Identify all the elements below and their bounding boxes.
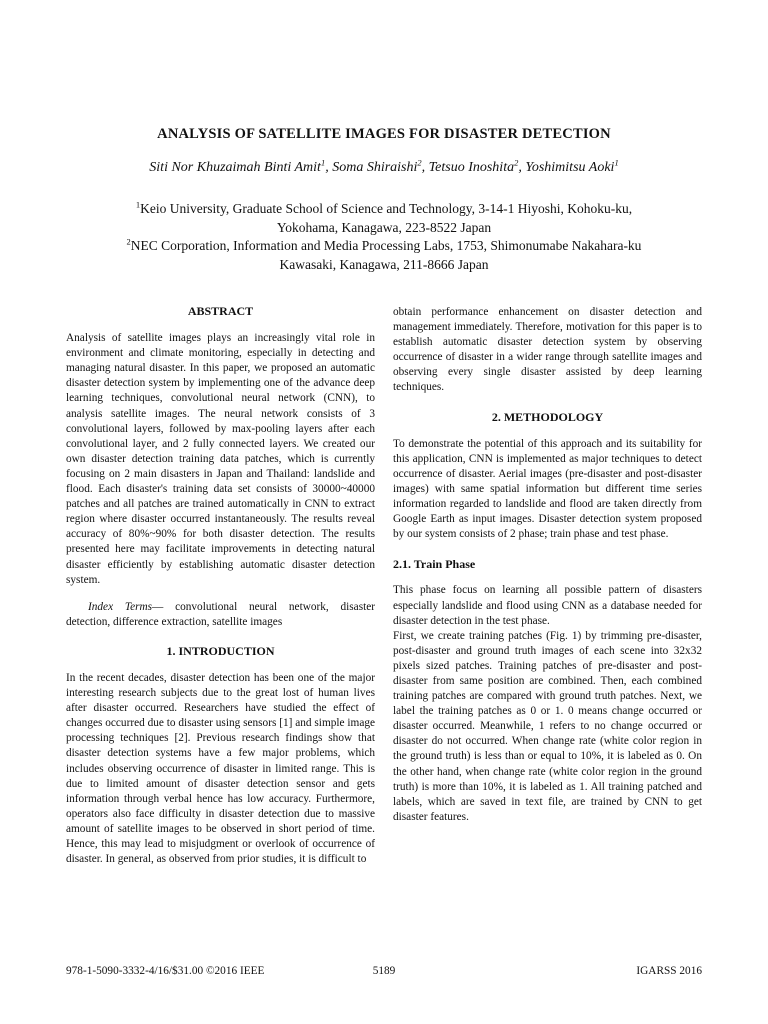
footer-conference: IGARSS 2016 xyxy=(636,965,702,977)
affiliation-line: Yokohama, Kanagawa, 223-8522 Japan xyxy=(276,220,492,235)
author-affiliation-mark: 2 xyxy=(417,157,422,168)
author-name: Soma Shiraishi xyxy=(332,160,418,175)
index-terms-label: Index Terms xyxy=(88,600,153,613)
affiliation-mark: 2 xyxy=(126,236,131,247)
author-affiliation-mark: 2 xyxy=(514,157,519,168)
author-affiliation-mark: 1 xyxy=(320,157,326,168)
author-list: Siti Nor Khuzaimah Binti Amit$^1$, Soma Shiraishi$^2$, Tetsuo Inoshita$^2$, Yoshimitsu Aoki$^1$ xyxy=(149,157,619,175)
index-terms-text: convolutional neural network, disaster detection, difference extraction, satellite images xyxy=(66,600,376,628)
abstract-text: Analysis of satellite images plays an increasingly vital role in environment and climate monitoring, especially in detecting and managing natural disaster. In this paper, we proposed an automatic disaster detection system by implementing one of the advance deep learning techniques, convolutional neural network (CNN), to analysis satellite images. The neural network consists of 3 convolutional layers, followed by max-pooling layers after each convolutional layer, and 2 fully connected layers. We created our own disaster detection training data patches, which is currently focusing on 2 main disasters in Japan and Thailand: landslide and flood. Each disaster's training data set consists of 30000~40000 patches and all patches are trained automatically in CNN to extract region where disaster occurred instantaneously. The results reveal accuracy of 80%~90% for both disaster detection. The results presented here may facilitate improvements in detecting natural disaster efficiently by establishing automatic disaster detection system. xyxy=(66,332,375,586)
abstract-heading: ABSTRACT xyxy=(187,304,254,318)
author-affiliation-mark: 1 xyxy=(614,157,619,168)
introduction-continuation: obtain performance enhancement on disaster detection and management immediately. Therefore, motivation for this paper is to establish automatic disaster detection system by observing occurrence of disaster in a wider range through satellite images and observing every single disaster assisted by deep learning techniques. xyxy=(393,306,702,394)
affiliation-line xyxy=(0,236,768,255)
methodology-heading: 2. METHODOLOGY xyxy=(491,409,604,424)
affiliation-line: Kawasaki, Kanagawa, 211-8666 Japan xyxy=(279,257,489,272)
affiliation-nec xyxy=(0,236,768,274)
train-phase-paragraph: First, we create training patches (Fig. 1) by trimming pre-disaster, post-disaster and ground truth images of each scene into 32x32 pixels sized patches. Training patches of pre-disaster and post-disaster from same position are combined. Then, each combined training patches are compared with ground truth patches. Next, we label the training patches as 0 or 1. 0 means change occurred or disaster occurred. Meanwhile, 1 refers to no change occurred or disaster do not occurred. When change rate (white color region in the ground truth) is less than or equal to 10%, it is labeled as 0. On the other hand, when change rate (white color region in the ground truth) is more than 10%, it is labeled as 1. All training patched and labels, which are saved in text file, are trained by CNN to get disaster features. xyxy=(393,629,702,823)
index-terms xyxy=(66,600,375,630)
index-terms-dash: — xyxy=(152,600,164,613)
introduction-text: In the recent decades, disaster detection has been one of the major interesting research subjects due to the great lost of human lives after disaster occurred. Researchers have studied the effect of changes occurred due to disaster using sensors [1] and simple image processing techniques [2]. Previous research findings show that disaster detection systems have a few major problems, which includes observing occurrence of disaster in limited range. This is due to limited amount of disaster detection sensor and gets information through verbal hence has low accuracy. Furthermore, operators also face difficulty in disaster detection due to massive amount of satellite images to be observed in short period of time. Hence, this may lead to misjudgment or overlook of occurrence of disaster. In general, as observed from prior studies, it is difficult to xyxy=(66,671,375,866)
train-phase-paragraph: This phase focus on learning all possible pattern of disasters especially landslide and flood using CNN as a database needed for disaster detection in the test phase. xyxy=(393,584,702,627)
affiliation-keio xyxy=(0,199,768,237)
affiliation-text: Keio University, Graduate School of Science and Technology, 3-14-1 Hiyoshi, Kohoku-ku, xyxy=(140,201,633,216)
affiliation-text: NEC Corporation, Information and Media Processing Labs, 1753, Shimonumabe Nakahara-ku xyxy=(130,238,642,253)
train-phase-heading: 2.1. Train Phase xyxy=(393,557,476,572)
author-name: Tetsuo Inoshita xyxy=(428,160,515,175)
introduction-heading: 1. INTRODUCTION xyxy=(166,643,275,658)
author-name: Yoshimitsu Aoki xyxy=(525,160,615,175)
methodology-text: To demonstrate the potential of this approach and its suitability for this application, CNN is implemented as major techniques to detect occurrence of disaster. Aerial images (pre-disaster and post-disaster images) with same spatial information but different time series information regarded to landslide and flood are taken directly from Google Earth as input images. Disaster detection system proposed by our system consists of 2 phase; train phase and test phase. xyxy=(393,437,702,541)
left-column xyxy=(66,304,375,867)
footer-page-number: 5189 xyxy=(372,965,396,977)
footer-copyright: 978-1-5090-3332-4/16/$31.00 ©2016 IEEE xyxy=(66,965,265,977)
affiliation-line xyxy=(0,199,768,218)
paper-title: ANALYSIS OF SATELLITE IMAGES FOR DISASTER DETECTION xyxy=(157,126,611,142)
author-name: Siti Nor Khuzaimah Binti Amit xyxy=(149,160,321,175)
right-column xyxy=(393,305,702,825)
affiliation-mark: 1 xyxy=(135,199,141,210)
